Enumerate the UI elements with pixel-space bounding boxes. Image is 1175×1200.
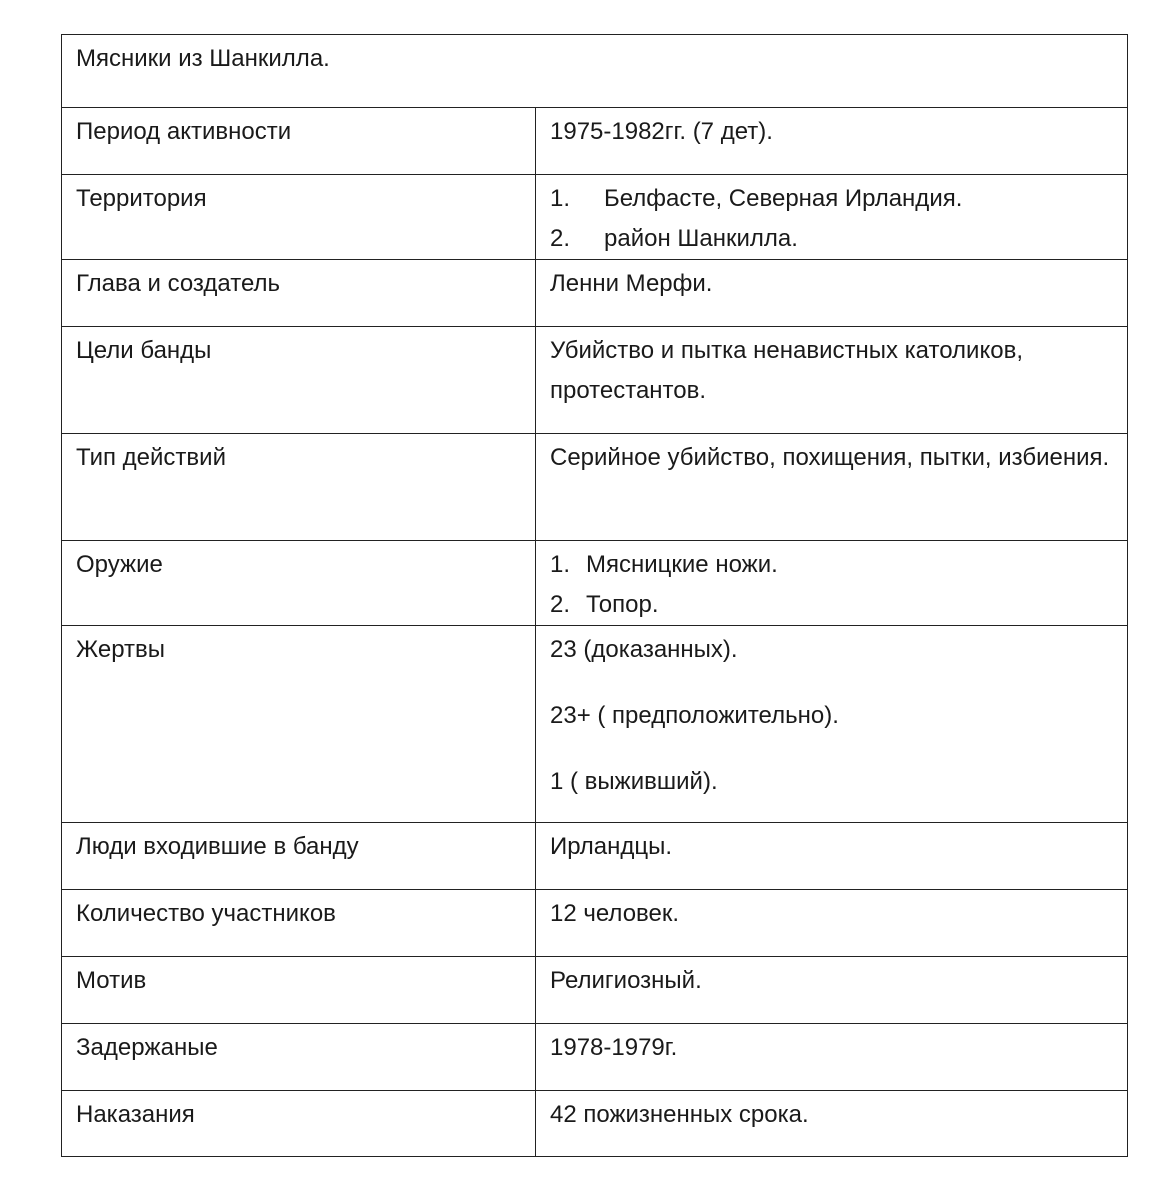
row-value <box>536 541 1128 626</box>
territory-list <box>550 179 1113 259</box>
list-text: Мясницкие ножи. <box>586 551 778 578</box>
row-value: 1975-1982гг. (7 дет). <box>536 108 1128 175</box>
row-label: Территория <box>62 175 536 260</box>
list-number: 2. <box>550 591 571 618</box>
row-label: Задержаные <box>62 1024 536 1091</box>
row-label: Глава и создатель <box>62 260 536 327</box>
table-row <box>62 626 1128 823</box>
list-item <box>550 219 1113 259</box>
table-row <box>62 890 1128 957</box>
list-number: 2. <box>550 225 571 252</box>
list-number: 1. <box>550 185 571 212</box>
table-row <box>62 175 1128 260</box>
row-value: Серийное убийство, похищения, пытки, избиения. <box>536 434 1128 541</box>
table-row <box>62 1091 1128 1157</box>
table-title-row <box>62 35 1128 108</box>
row-value: 12 человек. <box>536 890 1128 957</box>
row-value <box>536 626 1128 823</box>
table-row <box>62 541 1128 626</box>
table-row <box>62 957 1128 1024</box>
list-item <box>550 585 1113 625</box>
row-value: 1978-1979г. <box>536 1024 1128 1091</box>
row-value <box>536 175 1128 260</box>
list-item <box>550 179 1113 219</box>
row-label: Тип действий <box>62 434 536 541</box>
row-value: Убийство и пытка ненавистных католиков, протестантов. <box>536 327 1128 434</box>
victims-survived: 1 ( выживший). <box>550 768 718 795</box>
row-label: Жертвы <box>62 626 536 823</box>
row-label: Наказания <box>62 1091 536 1157</box>
table-row <box>62 434 1128 541</box>
row-value: Религиозный. <box>536 957 1128 1024</box>
table-row <box>62 327 1128 434</box>
table-title: Мясники из Шанкилла. <box>62 35 1128 108</box>
table-row <box>62 1024 1128 1091</box>
row-value: Ленни Мерфи. <box>536 260 1128 327</box>
list-text: Белфасте, Северная Ирландия. <box>604 185 963 212</box>
weapons-list <box>550 545 1113 625</box>
row-label: Оружие <box>62 541 536 626</box>
info-table <box>61 34 1128 1157</box>
list-item <box>550 545 1113 585</box>
row-value: Ирландцы. <box>536 823 1128 890</box>
victims-presumed: 23+ ( предположительно). <box>550 702 839 729</box>
list-text: район Шанкилла. <box>604 225 798 252</box>
row-label: Люди входившие в банду <box>62 823 536 890</box>
row-label: Количество участников <box>62 890 536 957</box>
row-label: Период активности <box>62 108 536 175</box>
row-label: Мотив <box>62 957 536 1024</box>
list-number: 1. <box>550 551 571 578</box>
table-row <box>62 108 1128 175</box>
victims-proven: 23 (доказанных). <box>550 636 738 663</box>
list-text: Топор. <box>586 591 659 618</box>
table-row <box>62 823 1128 890</box>
table-row <box>62 260 1128 327</box>
row-label: Цели банды <box>62 327 536 434</box>
row-value: 42 пожизненных срока. <box>536 1091 1128 1157</box>
